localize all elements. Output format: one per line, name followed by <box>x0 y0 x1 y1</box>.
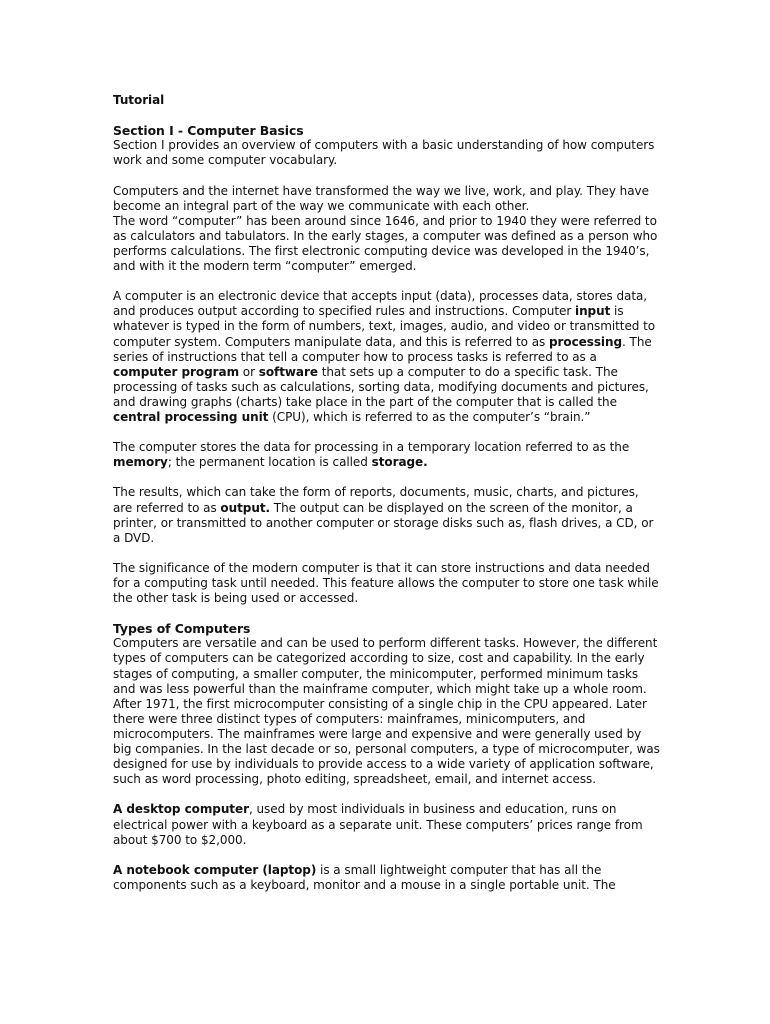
paragraph-notebook <box>113 863 661 893</box>
text-run: is a small lightweight computer that has all the components such as a keyboard, monitor and a mouse in a single portable unit. The <box>113 862 616 892</box>
paragraph-output <box>113 485 661 545</box>
paragraph-types: Computers are versatile and can be used to perform different tasks. However, the different types of computers can be categorized according to size, cost and capability. In the early stages of computing, a smaller computer, the minicomputer, performed minimum tasks and was less powerful than the mainframe computer, which might take up a whole room. After 1971, the first microcomputer consisting of a single chip in the CPU appeared. Later there were three distinct types of computers: mainframes, minicomputers, and microcomputers. The mainframes were large and expensive and were generally used by big companies. In the last decade or so, personal computers, a type of microcomputer, was designed for use by individuals to provide access to a wide variety of application software, such as word processing, photo editing, spreadsheet, email, and internet access. <box>113 636 660 787</box>
term-memory: memory <box>113 455 168 470</box>
paragraph-transformation: Computers and the internet have transformed the way we live, work, and play. They have become an integral part of the way we communicate with each other. <box>113 183 649 213</box>
paragraph-desktop <box>113 802 661 847</box>
document-page <box>113 93 661 893</box>
types-heading: Types of Computers <box>113 621 251 637</box>
term-storage: storage. <box>371 455 428 470</box>
text-run: , used by most individuals in business and education, runs on electrical power with a keyboard as a separate unit. These computers’ prices range from about $700 to $2,000. <box>113 802 643 847</box>
intro-paragraph: Section I provides an overview of computers with a basic understanding of how computers work and some computer vocabulary. <box>113 138 655 168</box>
text-run: . The series of instructions that tell a computer how to process tasks is referred to as a <box>113 334 652 364</box>
text-run: The results, which can take the form of reports, documents, music, charts, and pictures, are referred to as <box>113 485 639 515</box>
text-run: The computer stores the data for processing in a temporary location referred to as the <box>113 440 630 455</box>
text-run: is whatever is typed in the form of numbers, text, images, audio, and video or transmitted to computer system. Computers manipulate data, and this is referred to as <box>113 304 656 349</box>
term-notebook-computer: A notebook computer (laptop) <box>113 862 317 877</box>
paragraph-significance: The significance of the modern computer is that it can store instructions and data needed for a computing task until needed. This feature allows the computer to store one task while the other task is being used or accessed. <box>113 560 659 606</box>
text-run: that sets up a computer to do a specific task. The processing of tasks such as calculations, sorting data, modifying documents and pictures, and drawing graphs (charts) take place in the part of the computer that is called the <box>113 364 649 409</box>
term-computer-program: computer program <box>113 364 240 379</box>
text-run: or <box>239 364 259 379</box>
term-desktop-computer: A desktop computer <box>113 802 249 817</box>
term-input: input <box>575 304 611 319</box>
section-heading: Section I - Computer Basics <box>113 123 304 139</box>
document-title: Tutorial <box>113 93 165 107</box>
text-run: A computer is an electronic device that accepts input (data), processes data, stores data, and produces output according to specified rules and instructions. Computer <box>113 289 648 319</box>
text-run: The output can be displayed on the screen of the monitor, a printer, or transmitted to another computer or storage disks such as, flash drives, a CD, or a DVD. <box>113 500 654 545</box>
paragraph-definition <box>113 289 661 425</box>
paragraph-history: The word “computer” has been around since 1646, and prior to 1940 they were referred to as calculators and tabulators. In the early stages, a computer was defined as a person who performs calculations. The first electronic computing device was developed in the 1940’s, and with it the modern term “computer” emerged. <box>113 213 658 274</box>
term-software: software <box>258 364 318 379</box>
text-run: (CPU), which is referred to as the computer’s “brain.” <box>268 409 591 424</box>
text-run: ; the permanent location is called <box>167 455 372 470</box>
term-cpu: central processing unit <box>113 409 269 424</box>
paragraph-memory <box>113 440 661 470</box>
term-output: output. <box>220 500 271 515</box>
term-processing: processing <box>548 334 623 349</box>
